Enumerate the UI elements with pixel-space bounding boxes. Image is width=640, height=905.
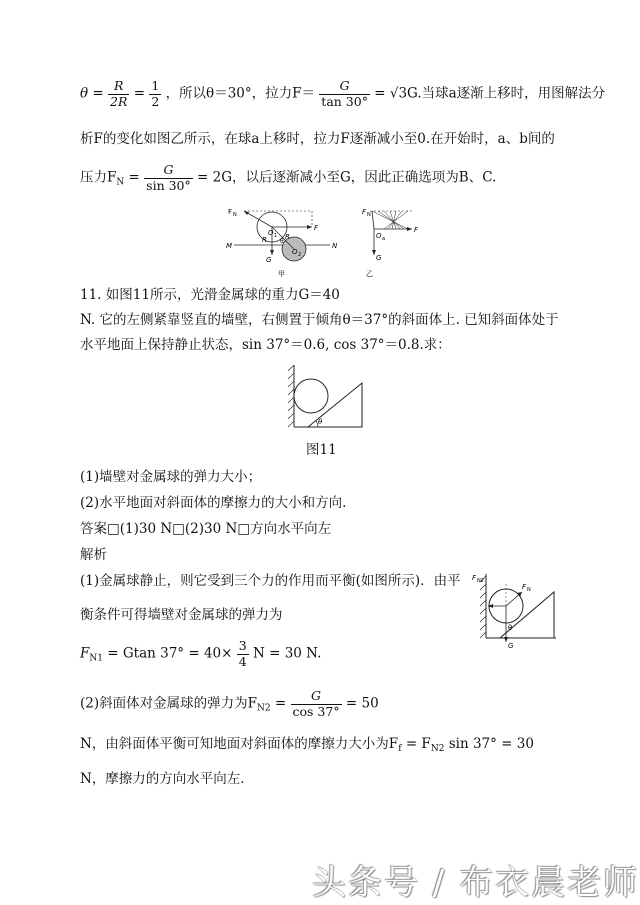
analysis-label: 解析 (80, 547, 107, 563)
svg-text:2: 2 (298, 252, 302, 258)
problem11-line-3: 水平地面上保持静止状态，sin 37°＝0.6, cos 37°＝0.8.求： (80, 337, 451, 353)
frac-den: 4 (238, 653, 247, 669)
svg-text:N: N (527, 587, 531, 593)
frac-den: 2R (110, 93, 128, 109)
svg-text:G: G (508, 642, 514, 650)
jia-label-F: F (228, 208, 233, 216)
p2-prefix: (2)斜面体对金属球的弹力为F (80, 695, 257, 712)
analysis-line-2: 衡条件可得墙壁对金属球的弹力为 (80, 607, 283, 623)
svg-text:θ: θ (280, 238, 284, 245)
p3-sub-n2: N2 (430, 744, 445, 754)
frac-num: G (163, 162, 174, 177)
yi-caption: 乙 (366, 270, 373, 278)
question-2: (2)水平地面对斜面体的摩擦力的大小和方向. (80, 495, 347, 511)
svg-text:G: G (376, 254, 382, 262)
analysis-line-1: (1)金属球静止，则它受到三个力的作用而平衡(如图所示)．由平 (80, 573, 461, 589)
equals: = (128, 169, 140, 186)
p2-sub: N2 (257, 703, 271, 714)
frac-num: 1 (151, 78, 160, 93)
fraction-three-quarters (237, 640, 249, 668)
solution-line-1 (80, 80, 605, 108)
frac-num: G (339, 78, 350, 93)
svg-text:N: N (367, 212, 371, 218)
fraction-g-over-cos37 (291, 690, 342, 718)
fig11-theta: θ (318, 418, 323, 426)
equals: = (133, 85, 146, 102)
line1-end: = √3G.当球a逐渐上移时，用图解法分 (374, 85, 606, 102)
svg-text:O: O (292, 248, 298, 256)
svg-text:N: N (332, 242, 338, 250)
jia-caption: 甲 (278, 270, 285, 278)
analysis-equation-1 (80, 640, 321, 668)
question-1: (1)墙壁对金属球的弹力大小； (80, 469, 262, 485)
watermark: 头条号 / 布衣晨老师 (312, 863, 640, 903)
p2-end: = 50 (345, 695, 379, 712)
line1-prefix: θ = (80, 85, 104, 102)
frac-den: cos 37° (292, 703, 340, 719)
svg-text:F: F (414, 226, 419, 234)
figure-11 (286, 365, 366, 435)
figure-jia (222, 205, 342, 280)
svg-text:F: F (314, 224, 319, 232)
solution-line-2: 析F的变化如图乙所示，在球a上移时，拉力F逐渐减小至0.在开始时，a、b间的 (80, 131, 555, 147)
svg-text:N2: N2 (477, 578, 484, 584)
eq-f: F (80, 645, 90, 662)
eq-sub: N1 (89, 653, 103, 664)
svg-text:N: N (233, 212, 237, 218)
analysis-line-3 (80, 690, 379, 718)
figure-yi (360, 205, 430, 280)
svg-text:O: O (268, 229, 274, 237)
frac-den: tan 30° (321, 93, 368, 109)
analysis-figure (472, 570, 562, 650)
analysis-line-4 (80, 738, 534, 754)
svg-text:F: F (362, 208, 367, 216)
subscript: N (116, 177, 125, 188)
p3-prefix: N，由斜面体平衡可知地面对斜面体的摩擦力大小为F (80, 736, 399, 752)
fraction-g-over-sin30 (144, 164, 193, 192)
line1-middle: ，所以θ＝30°，拉力F＝ (165, 85, 315, 102)
solution-line-3 (80, 164, 496, 192)
answer-line: 答案□(1)30 N□(2)30 N□方向水平向左 (80, 521, 332, 537)
line3-prefix: 压力F (80, 169, 117, 186)
frac-num: 3 (238, 638, 247, 653)
frac-den: 2 (151, 93, 160, 109)
problem11-line-2: N. 它的左侧紧靠竖直的墙壁，右侧置于倾角θ＝37°的斜面体上. 已知斜面体处于 (80, 312, 559, 328)
svg-text:M: M (226, 242, 233, 250)
svg-text:1: 1 (274, 233, 278, 239)
svg-text:F: F (472, 574, 477, 582)
analysis-line-5: N，摩擦力的方向水平向左． (80, 771, 254, 787)
svg-text:O: O (376, 232, 382, 240)
line3-end: = 2G，以后逐渐减小至G，因此正确选项为B、C. (197, 169, 497, 186)
svg-text:R: R (285, 233, 290, 241)
eq-body: = Gtan 37° = 40× (107, 645, 233, 662)
svg-text:F: F (522, 583, 527, 591)
svg-text:R: R (262, 236, 267, 244)
fraction-r-over-2r (108, 80, 129, 108)
frac-den: sin 30° (146, 177, 191, 193)
fraction-one-half (149, 80, 161, 108)
figure-11-caption: 图11 (306, 442, 337, 458)
svg-text:θ: θ (508, 624, 513, 632)
p3-mid: = F (405, 736, 431, 752)
equals: = (274, 695, 287, 712)
eq-end: N = 30 N. (253, 645, 322, 662)
frac-num: G (311, 688, 322, 703)
p3-sub-f: f (398, 744, 402, 754)
fraction-g-over-tan30 (319, 80, 370, 108)
svg-text:G: G (266, 256, 272, 264)
frac-num: R (114, 78, 124, 93)
svg-text:a: a (382, 236, 386, 242)
p3-end: sin 37° = 30 (448, 736, 534, 752)
problem11-line-1: 11. 如图11所示，光滑金属球的重力G＝40 (80, 287, 340, 303)
